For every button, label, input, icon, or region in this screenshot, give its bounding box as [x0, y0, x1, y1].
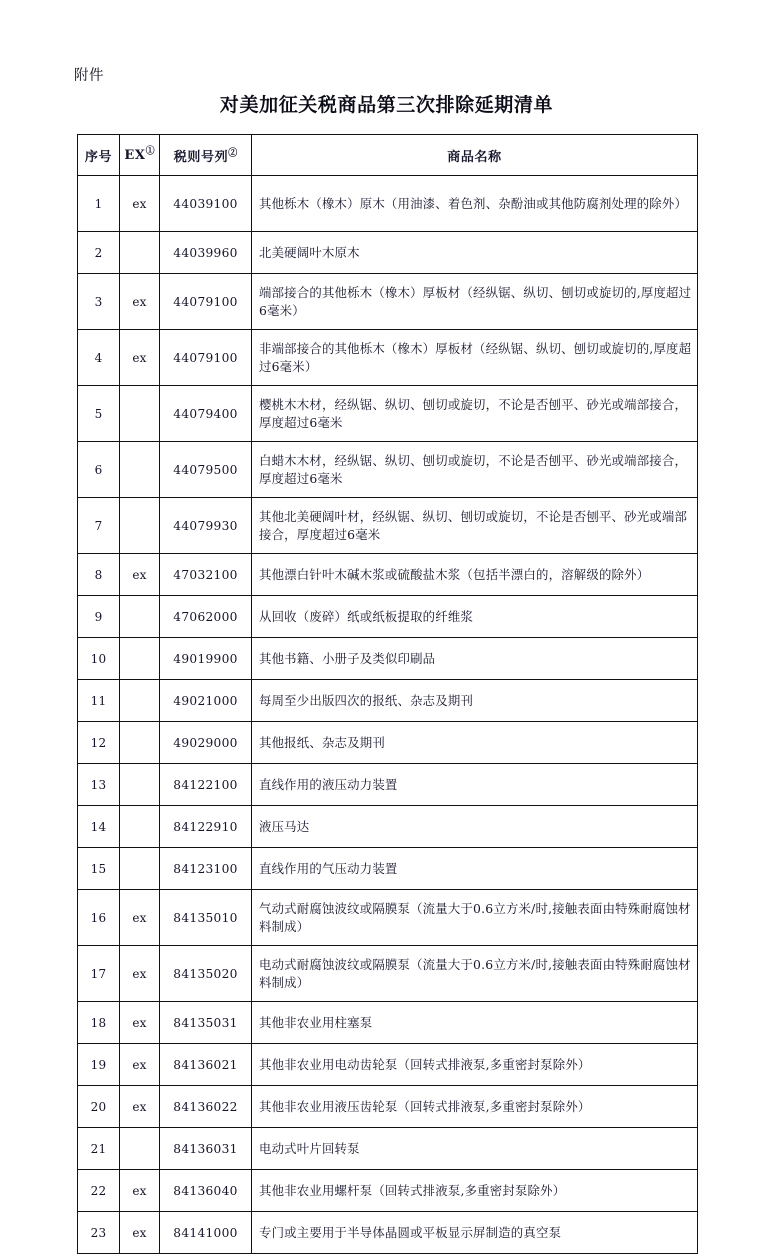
attachment-label: 附件 — [74, 68, 104, 84]
table-row — [78, 946, 698, 1002]
cell-product-name: 其他栎木（橡木）原木（用油漆、着色剂、杂酚油或其他防腐剂处理的除外） — [252, 176, 698, 232]
cell-product-name: 端部接合的其他栎木（橡木）厚板材（经纵锯、纵切、刨切或旋切的,厚度超过6毫米） — [252, 274, 698, 330]
cell-sequence-number: 9 — [78, 596, 120, 638]
cell-tariff-code: 84123100 — [160, 848, 252, 890]
cell-tariff-code: 44079100 — [160, 330, 252, 386]
footnote-marker-1: ① — [145, 146, 155, 157]
cell-sequence-number: 19 — [78, 1044, 120, 1086]
cell-tariff-code: 44079100 — [160, 274, 252, 330]
cell-tariff-code: 84122910 — [160, 806, 252, 848]
cell-ex-flag — [120, 498, 160, 554]
cell-sequence-number: 20 — [78, 1086, 120, 1128]
cell-product-name: 其他非农业用电动齿轮泵（回转式排液泵,多重密封泵除外） — [252, 1044, 698, 1086]
cell-sequence-number: 7 — [78, 498, 120, 554]
table-row — [78, 176, 698, 232]
cell-product-name: 其他非农业用螺杆泵（回转式排液泵,多重密封泵除外） — [252, 1170, 698, 1212]
cell-sequence-number: 16 — [78, 890, 120, 946]
cell-tariff-code: 84135010 — [160, 890, 252, 946]
cell-sequence-number: 13 — [78, 764, 120, 806]
cell-sequence-number: 2 — [78, 232, 120, 274]
cell-product-name: 电动式叶片回转泵 — [252, 1128, 698, 1170]
cell-product-name: 直线作用的气压动力装置 — [252, 848, 698, 890]
cell-ex-flag: ex — [120, 554, 160, 596]
cell-tariff-code: 84122100 — [160, 764, 252, 806]
cell-sequence-number: 21 — [78, 1128, 120, 1170]
table-row — [78, 764, 698, 806]
cell-ex-flag — [120, 596, 160, 638]
cell-product-name: 北美硬阔叶木原木 — [252, 232, 698, 274]
cell-ex-flag: ex — [120, 1212, 160, 1254]
cell-tariff-code: 44079400 — [160, 386, 252, 442]
cell-ex-flag — [120, 848, 160, 890]
column-header-ex-label: EX — [124, 147, 146, 163]
cell-ex-flag: ex — [120, 1002, 160, 1044]
table-row — [78, 1170, 698, 1212]
cell-sequence-number: 17 — [78, 946, 120, 1002]
cell-product-name: 其他北美硬阔叶材，经纵锯、纵切、刨切或旋切，不论是否刨平、砂光或端部接合，厚度超过6毫米 — [252, 498, 698, 554]
cell-ex-flag: ex — [120, 890, 160, 946]
table-row — [78, 638, 698, 680]
cell-product-name: 直线作用的液压动力装置 — [252, 764, 698, 806]
cell-ex-flag — [120, 386, 160, 442]
cell-product-name: 白蜡木木材，经纵锯、纵切、刨切或旋切，不论是否刨平、砂光或端部接合，厚度超过6毫米 — [252, 442, 698, 498]
table-row — [78, 848, 698, 890]
cell-sequence-number: 18 — [78, 1002, 120, 1044]
table-row — [78, 1002, 698, 1044]
cell-tariff-code: 84136040 — [160, 1170, 252, 1212]
column-header-name-label: 商品名称 — [447, 149, 502, 165]
column-header-seq-label: 序号 — [84, 149, 113, 165]
table-row — [78, 386, 698, 442]
cell-ex-flag: ex — [120, 330, 160, 386]
table-row — [78, 274, 698, 330]
table-row — [78, 806, 698, 848]
cell-ex-flag: ex — [120, 1044, 160, 1086]
cell-tariff-code: 84136022 — [160, 1086, 252, 1128]
cell-sequence-number: 10 — [78, 638, 120, 680]
cell-ex-flag: ex — [120, 1170, 160, 1212]
cell-product-name: 液压马达 — [252, 806, 698, 848]
table-header-row — [78, 135, 698, 176]
cell-sequence-number: 1 — [78, 176, 120, 232]
page-title: 对美加征关税商品第三次排除延期清单 — [219, 94, 554, 116]
cell-sequence-number: 22 — [78, 1170, 120, 1212]
cell-sequence-number: 6 — [78, 442, 120, 498]
cell-ex-flag — [120, 1128, 160, 1170]
cell-tariff-code: 49021000 — [160, 680, 252, 722]
cell-sequence-number: 15 — [78, 848, 120, 890]
table-row — [78, 1044, 698, 1086]
cell-ex-flag — [120, 680, 160, 722]
cell-tariff-code: 47032100 — [160, 554, 252, 596]
cell-sequence-number: 23 — [78, 1212, 120, 1254]
cell-product-name: 非端部接合的其他栎木（橡木）厚板材（经纵锯、纵切、刨切或旋切的,厚度超过6毫米） — [252, 330, 698, 386]
cell-tariff-code: 44079930 — [160, 498, 252, 554]
table-row — [78, 1128, 698, 1170]
cell-tariff-code: 44039960 — [160, 232, 252, 274]
cell-tariff-code: 44079500 — [160, 442, 252, 498]
cell-sequence-number: 3 — [78, 274, 120, 330]
cell-ex-flag — [120, 232, 160, 274]
cell-sequence-number: 5 — [78, 386, 120, 442]
cell-ex-flag: ex — [120, 946, 160, 1002]
cell-product-name: 其他非农业用柱塞泵 — [252, 1002, 698, 1044]
cell-sequence-number: 11 — [78, 680, 120, 722]
cell-tariff-code: 49029000 — [160, 722, 252, 764]
cell-product-name: 电动式耐腐蚀波纹或隔膜泵（流量大于0.6立方米/时,接触表面由特殊耐腐蚀材料制成） — [252, 946, 698, 1002]
cell-product-name: 每周至少出版四次的报纸、杂志及期刊 — [252, 680, 698, 722]
cell-tariff-code: 84135031 — [160, 1002, 252, 1044]
cell-ex-flag: ex — [120, 1086, 160, 1128]
cell-tariff-code: 84141000 — [160, 1212, 252, 1254]
footnote-marker-2: ② — [228, 148, 238, 159]
cell-sequence-number: 4 — [78, 330, 120, 386]
column-header-seq — [78, 135, 120, 176]
cell-tariff-code: 47062000 — [160, 596, 252, 638]
table-header — [78, 135, 698, 176]
cell-tariff-code: 84136021 — [160, 1044, 252, 1086]
cell-ex-flag — [120, 806, 160, 848]
cell-product-name: 气动式耐腐蚀波纹或隔膜泵（流量大于0.6立方米/时,接触表面由特殊耐腐蚀材料制成） — [252, 890, 698, 946]
cell-sequence-number: 12 — [78, 722, 120, 764]
tariff-exclusion-table-container — [77, 134, 697, 1254]
tariff-exclusion-table — [77, 134, 698, 1254]
table-row — [78, 1212, 698, 1254]
table-row — [78, 680, 698, 722]
table-row — [78, 330, 698, 386]
table-row — [78, 722, 698, 764]
cell-tariff-code: 84136031 — [160, 1128, 252, 1170]
column-header-code-label: 税则号列 — [173, 149, 229, 165]
table-body — [78, 176, 698, 1254]
cell-product-name: 其他报纸、杂志及期刊 — [252, 722, 698, 764]
cell-sequence-number: 14 — [78, 806, 120, 848]
table-row — [78, 890, 698, 946]
cell-tariff-code: 49019900 — [160, 638, 252, 680]
cell-product-name: 其他漂白针叶木碱木浆或硫酸盐木浆（包括半漂白的，溶解级的除外） — [252, 554, 698, 596]
cell-product-name: 专门或主要用于半导体晶圆或平板显示屏制造的真空泵 — [252, 1212, 698, 1254]
cell-tariff-code: 84135020 — [160, 946, 252, 1002]
cell-ex-flag — [120, 638, 160, 680]
column-header-ex — [120, 135, 160, 176]
cell-ex-flag — [120, 722, 160, 764]
cell-tariff-code: 44039100 — [160, 176, 252, 232]
cell-ex-flag: ex — [120, 176, 160, 232]
column-header-name — [252, 135, 698, 176]
cell-product-name: 樱桃木木材，经纵锯、纵切、刨切或旋切，不论是否刨平、砂光或端部接合，厚度超过6毫米 — [252, 386, 698, 442]
table-row — [78, 442, 698, 498]
table-row — [78, 1086, 698, 1128]
cell-sequence-number: 8 — [78, 554, 120, 596]
table-row — [78, 232, 698, 274]
table-row — [78, 596, 698, 638]
cell-ex-flag: ex — [120, 274, 160, 330]
table-row — [78, 498, 698, 554]
cell-product-name: 从回收（废碎）纸或纸板提取的纤维浆 — [252, 596, 698, 638]
cell-ex-flag — [120, 764, 160, 806]
cell-product-name: 其他书籍、小册子及类似印刷品 — [252, 638, 698, 680]
column-header-code — [160, 135, 252, 176]
table-row — [78, 554, 698, 596]
cell-product-name: 其他非农业用液压齿轮泵（回转式排液泵,多重密封泵除外） — [252, 1086, 698, 1128]
cell-ex-flag — [120, 442, 160, 498]
